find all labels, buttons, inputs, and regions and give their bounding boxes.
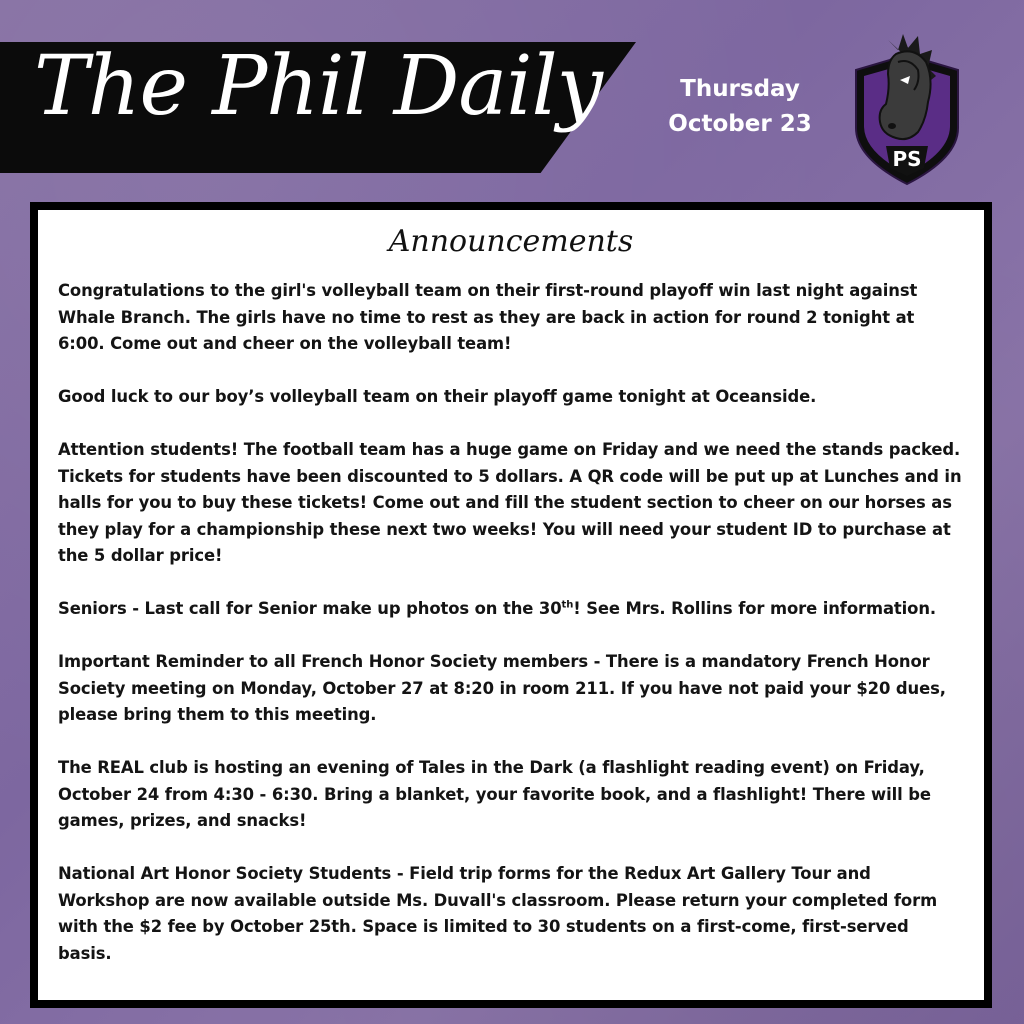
announcement-french-honor-society: Important Reminder to all French Honor Society members - There is a mandatory French Honor Society meeting on Monday, October 27 at 8:20 in room 211. If you have not paid your $20 dues, please bring them to this meeting. [58,652,946,724]
announcement-art-honor-society: National Art Honor Society Students - Field trip forms for the Redux Art Gallery Tour and Workshop are now available outside Ms. Duvall's classroom. Please return your completed form with the $2 fee by October 25th. Space is limited to 30 students on a first-come, first-served basis. [58,864,938,963]
announcement-volleyball-girls: Congratulations to the girl's volleyball team on their first-round playoff win last night against Whale Branch. The girls have no time to rest as they are back in action for round 2 tonight at 6:00. Come out and cheer on the volleyball team! [58,281,918,353]
senior-photos-text: Seniors - Last call for Senior make up photos on the 30 [58,599,562,618]
svg-text:PS: PS [892,147,922,171]
announcement-football-tickets: Attention students! The football team has a huge game on Friday and we need the stands packed. Tickets for students have been discounted to 5 dollars. A QR code will be put up at Lunches and in halls for you to buy these tickets! Come out and fill the student section to cheer on our horses as they play for a championship these next two weeks! You will need your student ID to purchase at the 5 dollar price! [58,440,962,565]
announcement-volleyball-boys: Good luck to our boy’s volleyball team on their playoff game tonight at Oceanside. [58,387,817,406]
ordinal-suffix: th [561,599,574,611]
senior-photos-text-end: ! See Mrs. Rollins for more information. [573,599,937,618]
announcements-list [58,278,964,994]
day-label: Thursday [680,76,800,102]
date-block [652,72,828,142]
announcement-senior-photos [58,596,964,623]
horse-shield-logo-icon [848,28,966,188]
date-label: October 23 [668,111,812,137]
newsletter-title: The Phil Daily [34,39,603,134]
announcements-heading: Announcements [388,224,634,259]
announcements-panel [30,202,992,1008]
announcement-real-club: The REAL club is hosting an evening of Tales in the Dark (a flashlight reading event) on Friday, October 24 from 4:30 - 6:30. Bring a blanket, your favorite book, and a flashlight! There will be games, prizes, and snacks! [58,758,931,830]
